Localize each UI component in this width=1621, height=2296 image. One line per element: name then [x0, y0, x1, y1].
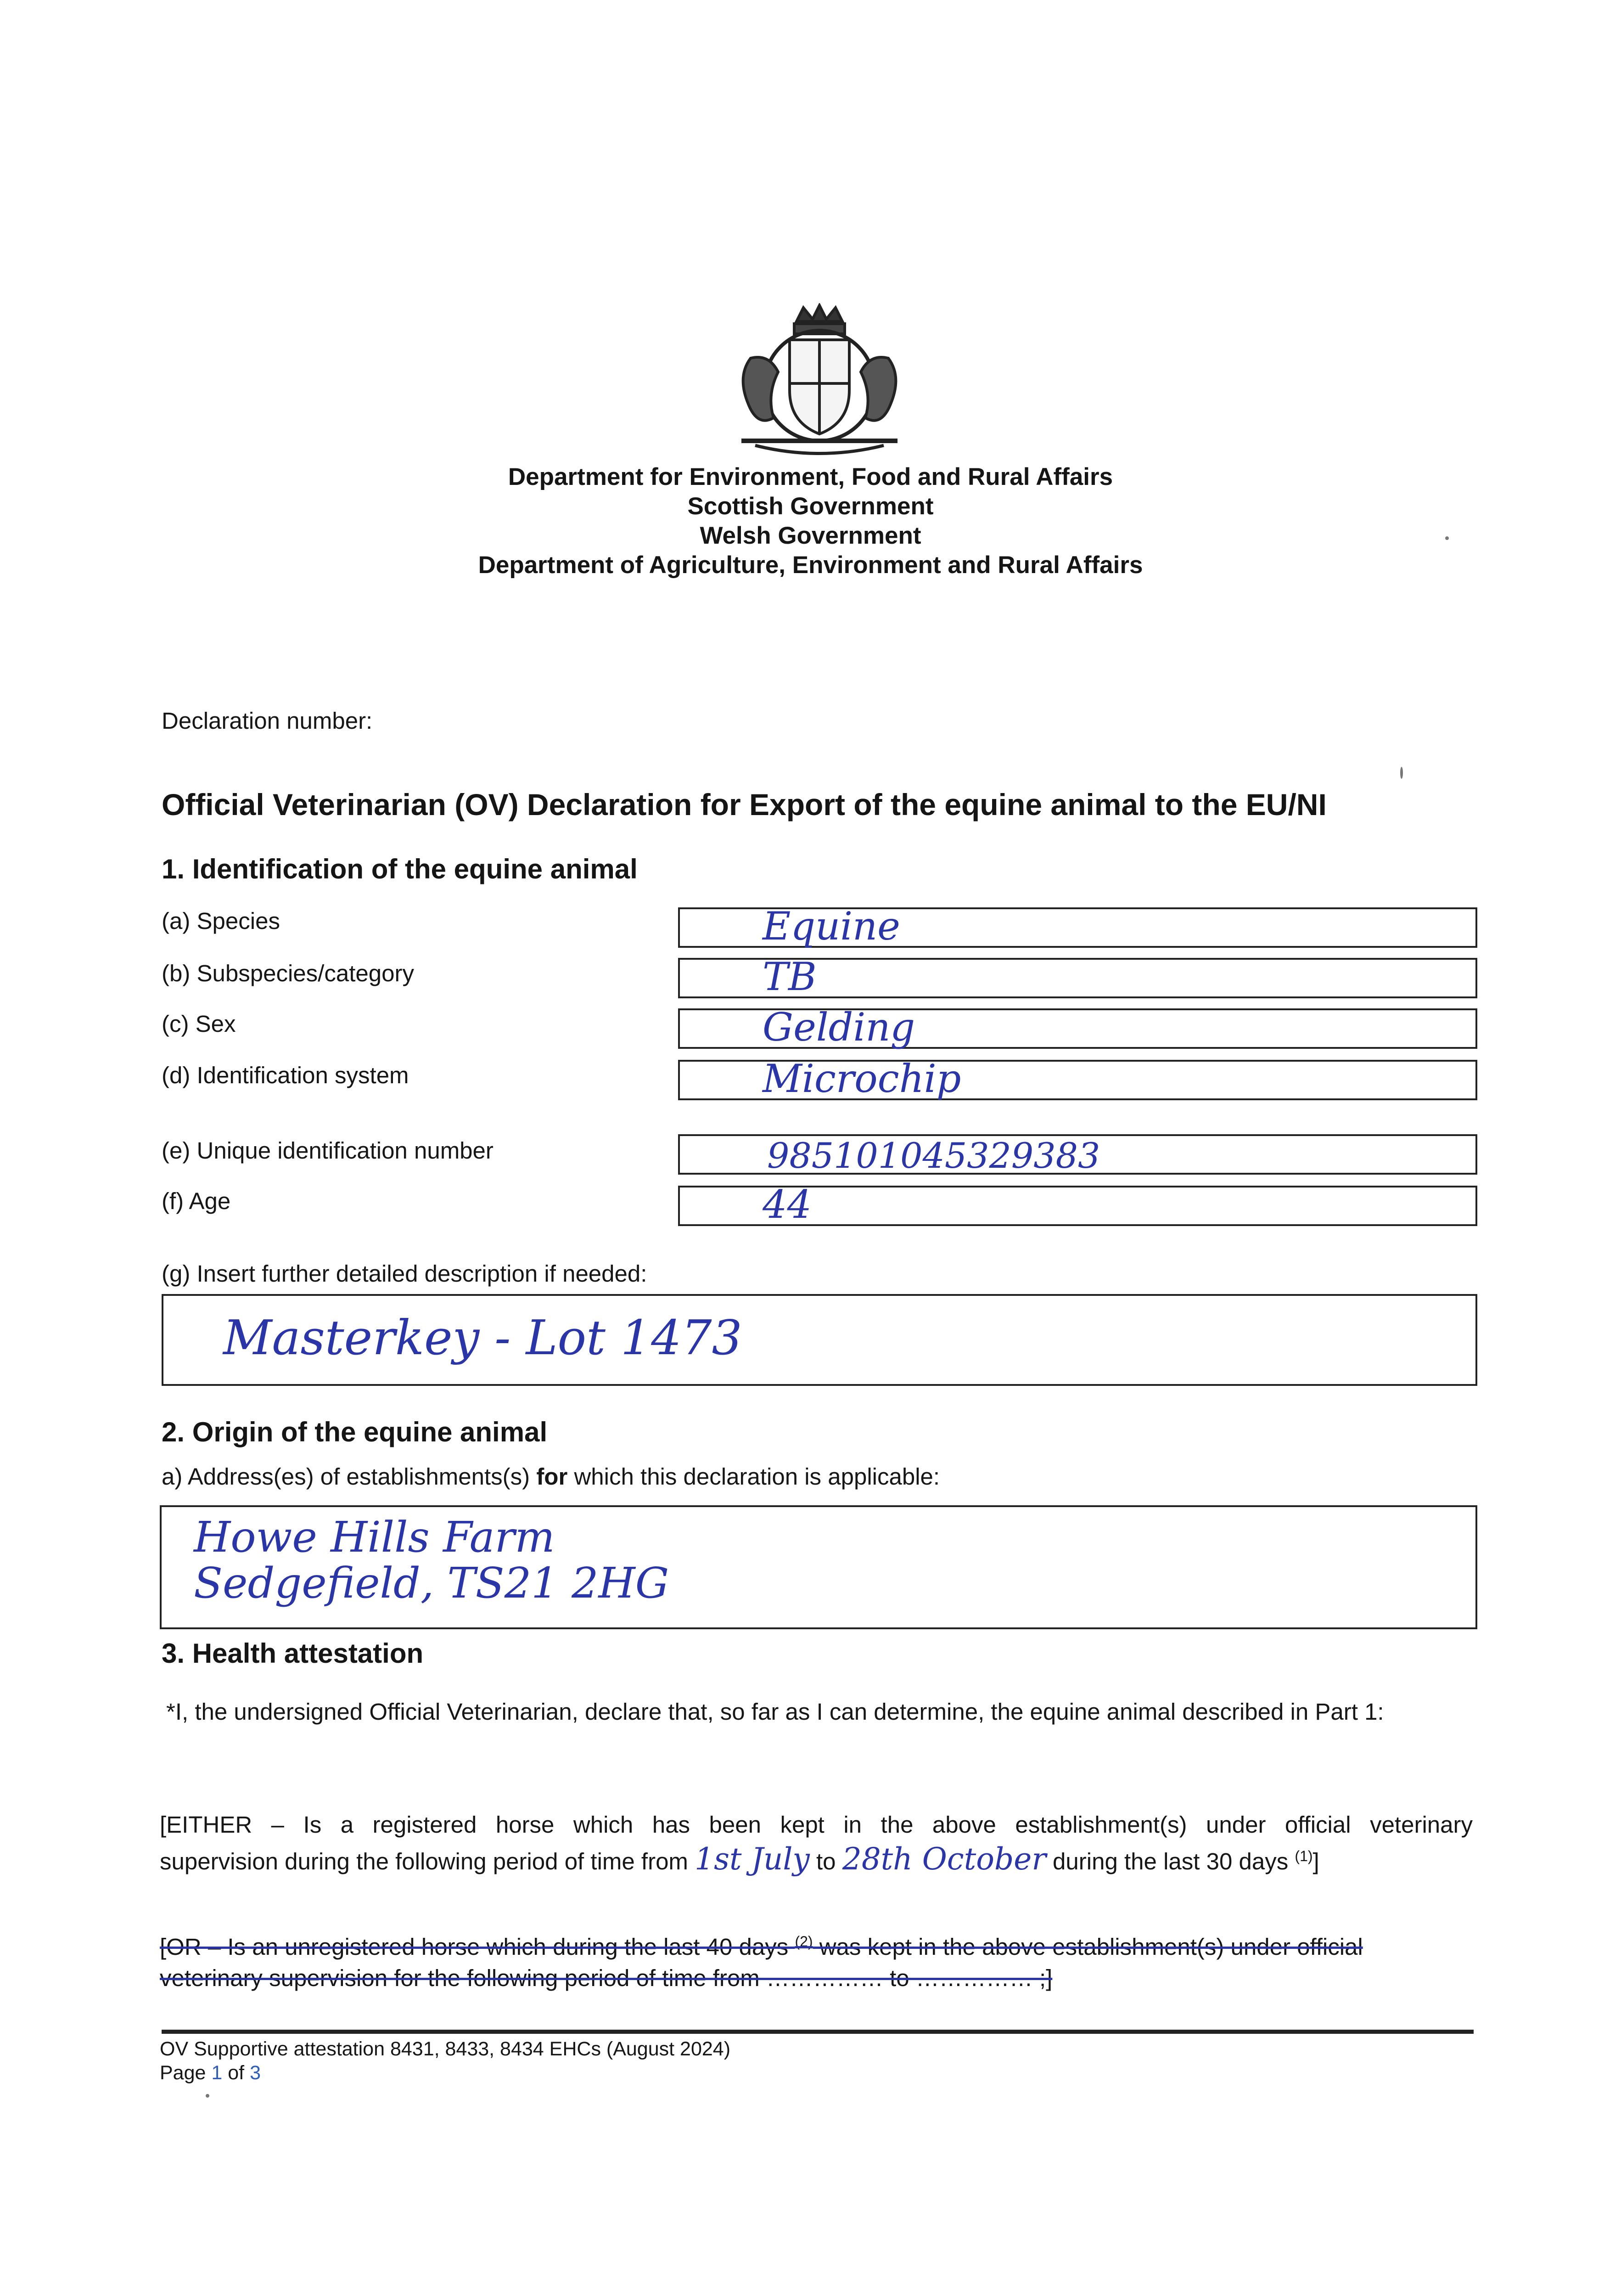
either-line-2-post: during the last 30 days [1046, 1848, 1295, 1874]
crest-icon [723, 303, 916, 459]
description-label: (g) Insert further detailed description if needed: [162, 1261, 647, 1287]
either-clause [160, 1809, 1473, 1877]
address-label [162, 1463, 940, 1490]
age-label: (f) Age [162, 1188, 231, 1214]
royal-coat-of-arms-emblem [723, 303, 916, 459]
scan-speck [1445, 536, 1449, 540]
unique-id-label: (e) Unique identification number [162, 1137, 494, 1164]
sex-label: (c) Sex [162, 1011, 236, 1037]
sex-field[interactable] [678, 1005, 1477, 1050]
or-line-2: veterinary supervision for the following period of time from …………… to …………… ;] [160, 1965, 1053, 1991]
page-current: 1 [211, 2062, 223, 2084]
or-line-1 [160, 1926, 1473, 1963]
unique-id-value: 985101045329383 [767, 1135, 1100, 1176]
address-label-bold: for [536, 1463, 568, 1490]
scan-speck [1400, 767, 1403, 779]
identification-system-value: Microchip [763, 1056, 961, 1101]
identification-system-field[interactable] [678, 1056, 1477, 1101]
address-label-post: which this declaration is applicable: [567, 1463, 940, 1490]
either-from-date[interactable]: 1st July [695, 1841, 810, 1877]
subspecies-label: (b) Subspecies/category [162, 960, 414, 986]
either-footnote: (1) [1295, 1848, 1313, 1864]
address-line-2: Sedgefield, TS21 2HG [194, 1559, 669, 1608]
department-welsh-government: Welsh Government [700, 522, 921, 549]
subspecies-value: TB [763, 954, 817, 999]
species-value: Equine [763, 904, 900, 949]
address-field[interactable] [160, 1505, 1477, 1629]
page-number [160, 2062, 261, 2084]
sex-value: Gelding [763, 1005, 915, 1050]
or-clause-struck [160, 1926, 1473, 1994]
page-of: of [222, 2062, 250, 2084]
or-line-1-pre: [OR – Is an unregistered horse which during the last 40 days [160, 1934, 795, 1960]
age-field[interactable] [678, 1182, 1477, 1227]
or-line-1-post: was kept in the above establishment(s) under official [813, 1934, 1363, 1960]
description-field[interactable] [162, 1294, 1477, 1386]
either-line-2-pre: supervision during the following period of time from [160, 1848, 695, 1874]
department-scottish-government: Scottish Government [687, 493, 934, 520]
footer-attestation-ref: OV Supportive attestation 8431, 8433, 8434 EHCs (August 2024) [160, 2038, 731, 2060]
either-line-2 [160, 1840, 1473, 1877]
either-to-word: to [809, 1848, 842, 1874]
age-value: 44 [763, 1182, 812, 1227]
page-word: Page [160, 2062, 212, 2084]
unique-id-field[interactable] [678, 1134, 1477, 1175]
species-label: (a) Species [162, 908, 280, 934]
subspecies-field[interactable] [678, 954, 1477, 999]
either-to-date[interactable]: 28th October [842, 1841, 1046, 1877]
either-close: ] [1313, 1848, 1319, 1874]
document-title: Official Veterinarian (OV) Declaration for Export of the equine animal to the EU/NI [162, 788, 1327, 822]
section2-heading: 2. Origin of the equine animal [162, 1417, 548, 1447]
either-line-1: [EITHER – Is a registered horse which has been kept in the above establishment(s) under official veterinary [160, 1812, 1473, 1838]
section3-heading: 3. Health attestation [162, 1638, 424, 1669]
health-attestation-intro: *I, the undersigned Official Veterinarian, declare that, so far as I can determine, the equine animal described in Part 1: [166, 1699, 1384, 1725]
address-label-pre: a) Address(es) of establishments(s) [162, 1463, 537, 1490]
address-line-1: Howe Hills Farm [194, 1513, 555, 1562]
species-field[interactable] [678, 904, 1477, 949]
scan-speck [206, 2094, 209, 2098]
department-defra: Department for Environment, Food and Rural Affairs [508, 463, 1113, 490]
declaration-number-label: Declaration number: [162, 708, 373, 734]
page-total: 3 [250, 2062, 261, 2084]
identification-system-label: (d) Identification system [162, 1062, 409, 1088]
description-value: Masterkey - Lot 1473 [223, 1310, 742, 1366]
section1-heading: 1. Identification of the equine animal [162, 854, 638, 884]
footer-divider [162, 2030, 1474, 2034]
department-daera: Department of Agriculture, Environment and Rural Affairs [478, 551, 1143, 579]
or-footnote: (2) [795, 1933, 813, 1950]
